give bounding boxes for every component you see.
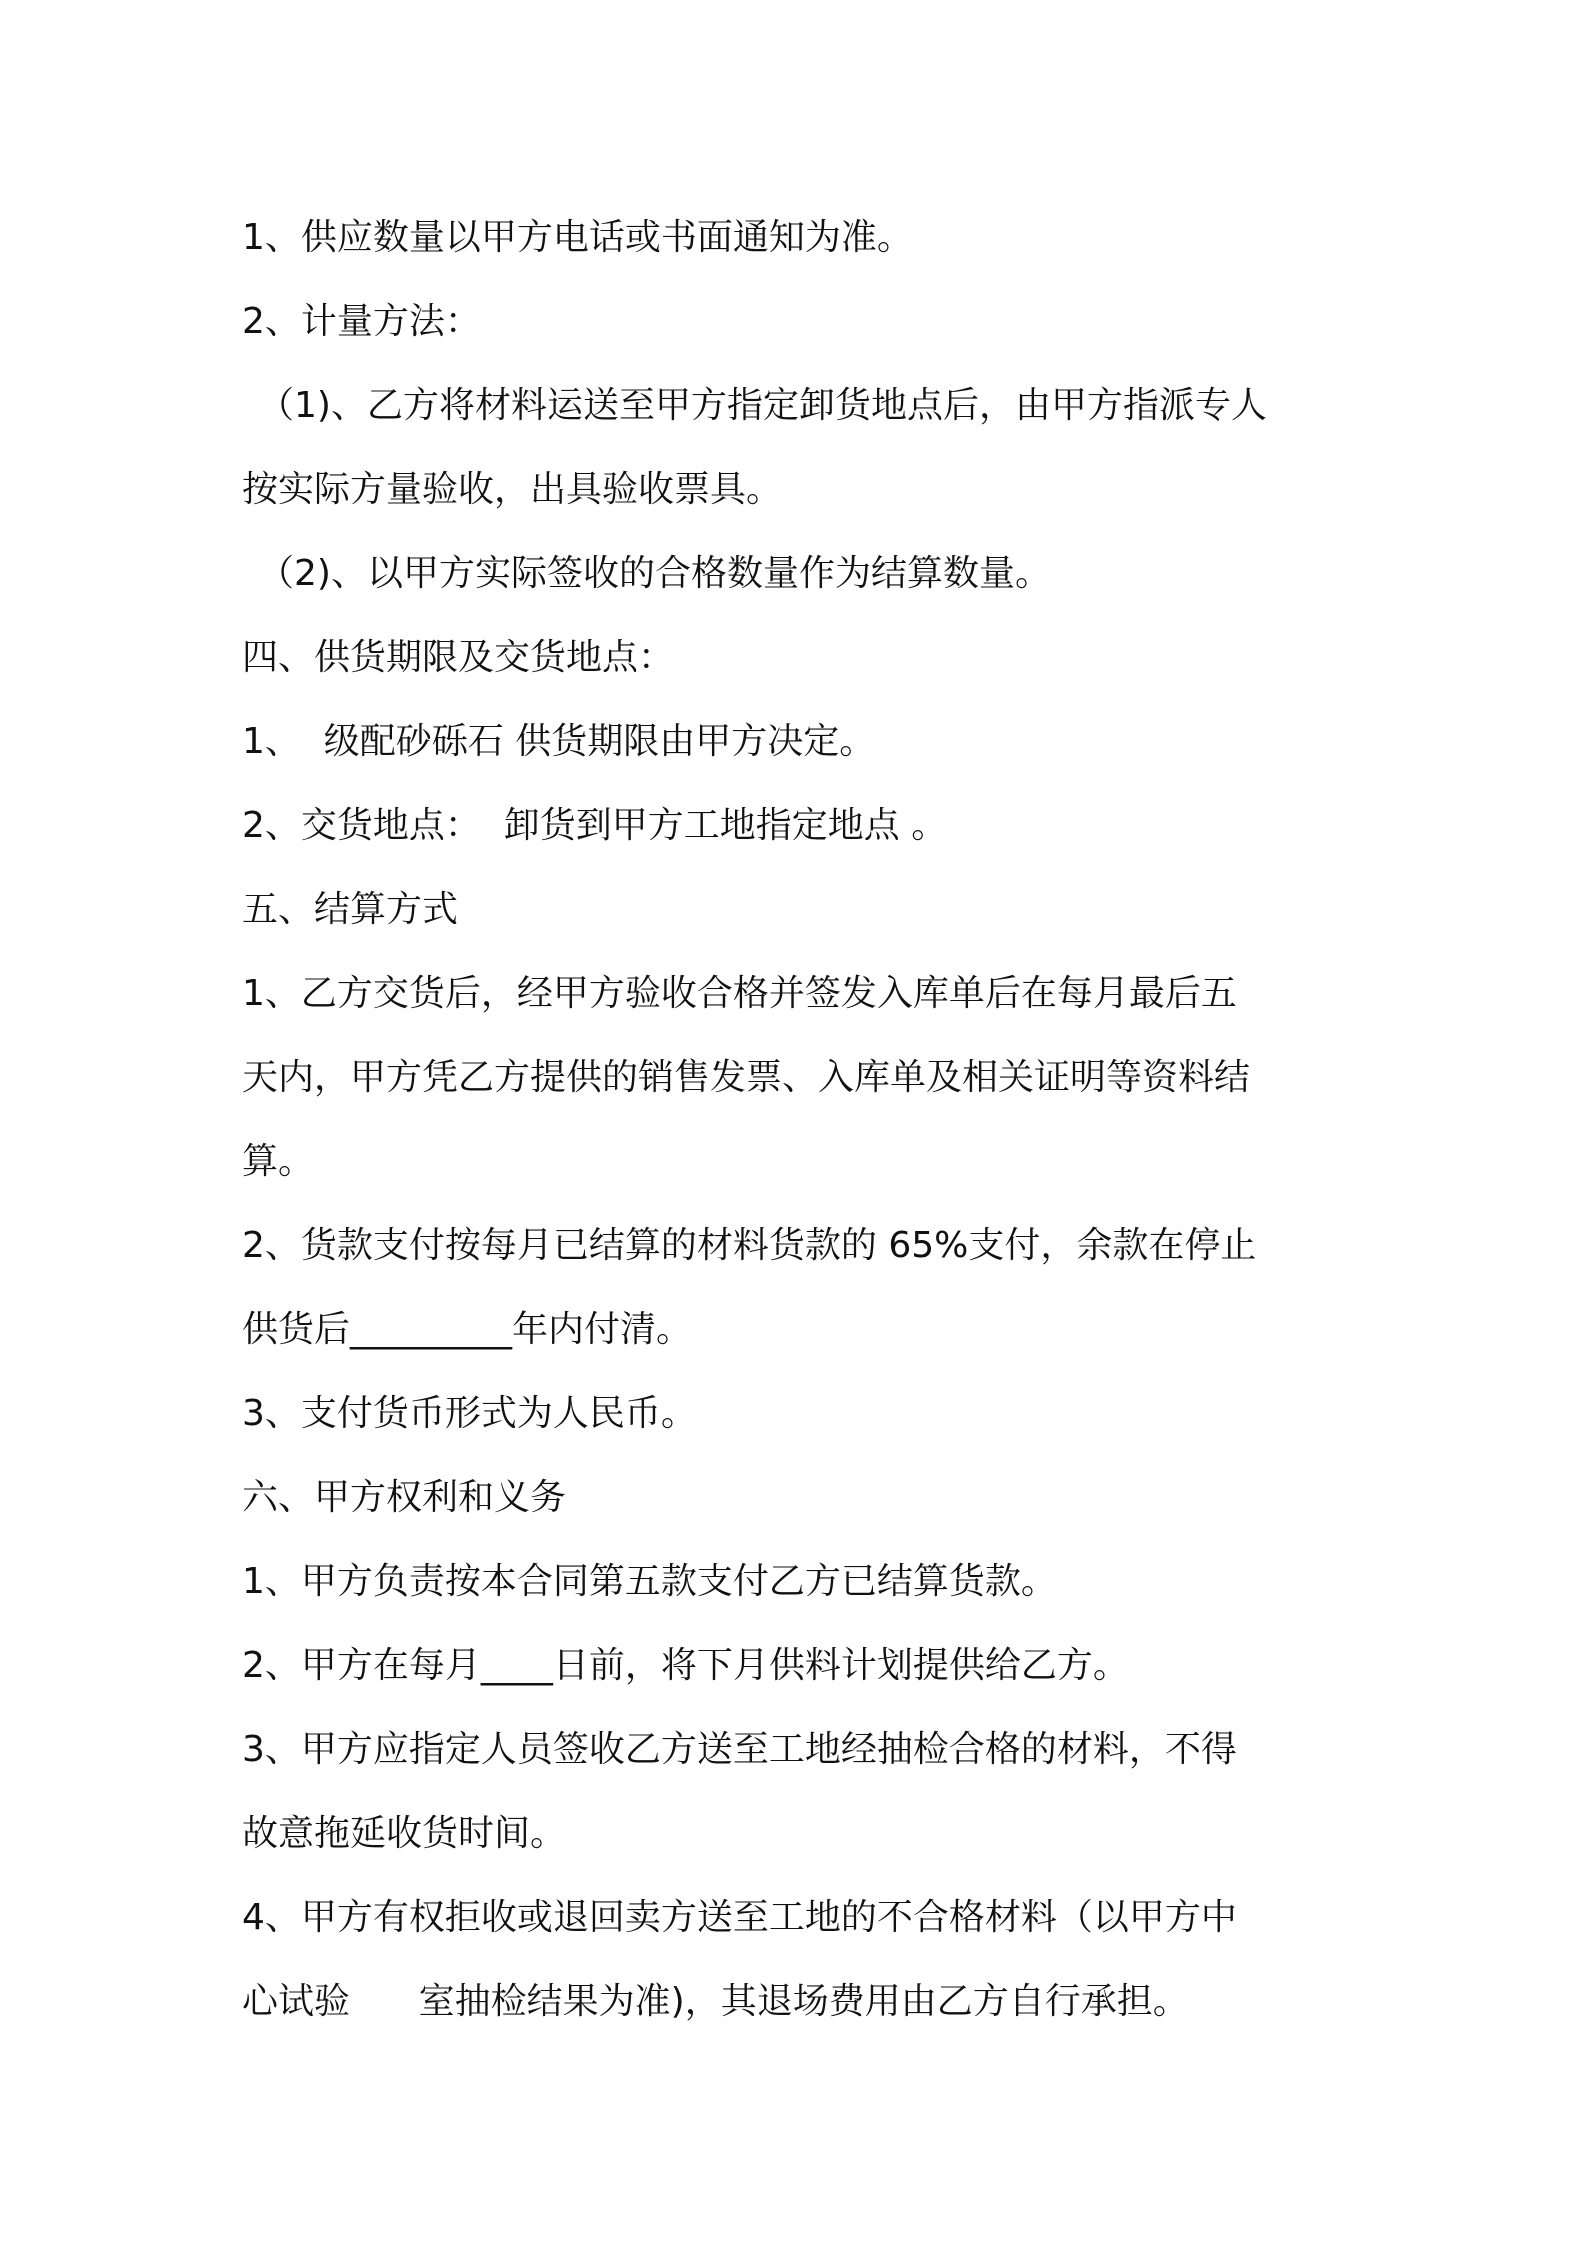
clause-text-line: 2、甲方在每月____日前，将下月供料计划提供给乙方。 — [242, 1645, 1129, 1686]
clause-text-line: 1、 级配砂砾石 供货期限由甲方决定。 — [242, 721, 876, 762]
section-heading: 四、供货期限及交货地点： — [242, 637, 675, 678]
clause-text-line: 4、甲方有权拒收或退回卖方送至工地的不合格材料（以甲方中 — [242, 1897, 1237, 1938]
section-heading: 五、结算方式 — [242, 889, 459, 930]
clause-text-line: 2、计量方法： — [242, 301, 481, 342]
clause-text-line: 2、交货地点： 卸货到甲方工地指定地点 。 — [242, 805, 948, 846]
section-heading: 六、甲方权利和义务 — [242, 1477, 567, 1518]
clause-text-line: 按实际方量验收，出具验收票具。 — [242, 469, 783, 510]
clause-text-line: 心试验 室抽检结果为准)，其退场费用由乙方自行承担。 — [242, 1981, 1189, 2022]
clause-text-line: （2)、以甲方实际签收的合格数量作为结算数量。 — [258, 553, 1051, 594]
clause-text-line: 3、甲方应指定人员签收乙方送至工地经抽检合格的材料，不得 — [242, 1729, 1237, 1770]
clause-text-line: 2、货款支付按每月已结算的材料货款的 65%支付，余款在停止 — [242, 1225, 1257, 1266]
clause-text-line: 1、供应数量以甲方电话或书面通知为准。 — [242, 217, 913, 258]
clause-text-line: 3、支付货币形式为人民币。 — [242, 1393, 697, 1434]
clause-text-line: 天内，甲方凭乙方提供的销售发票、入库单及相关证明等资料结 — [242, 1057, 1251, 1098]
contract-body — [242, 196, 1362, 2044]
clause-text-line: 1、乙方交货后，经甲方验收合格并签发入库单后在每月最后五 — [242, 973, 1237, 1014]
clause-text-line: 算。 — [242, 1141, 315, 1182]
clause-text-line: （1)、乙方将材料运送至甲方指定卸货地点后，由甲方指派专人 — [258, 385, 1267, 426]
clause-text-line: 1、甲方负责按本合同第五款支付乙方已结算货款。 — [242, 1561, 1057, 1602]
clause-text-line: 供货后_________年内付清。 — [242, 1309, 693, 1350]
clause-text-line: 故意拖延收货时间。 — [242, 1813, 567, 1854]
